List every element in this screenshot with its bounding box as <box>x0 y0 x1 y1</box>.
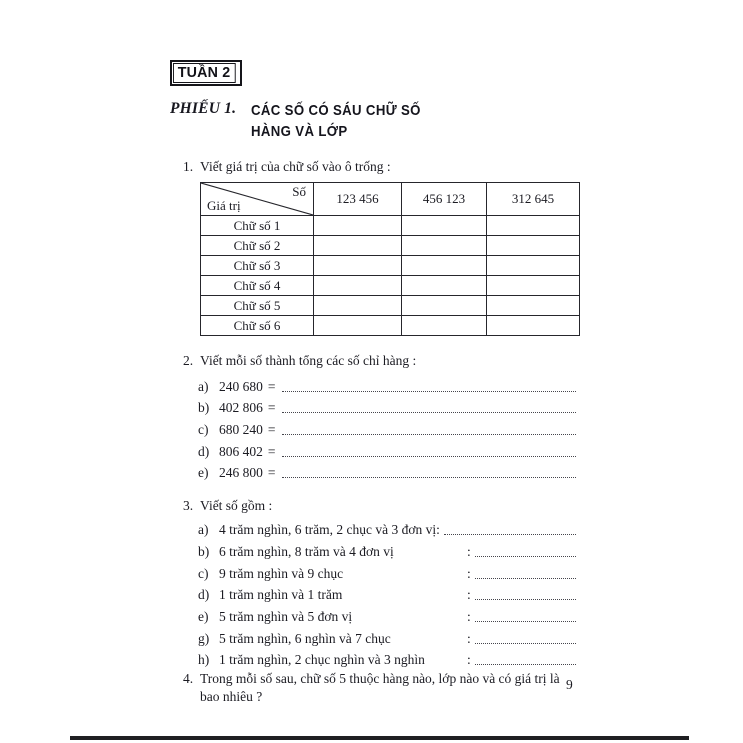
answer-cell <box>402 216 487 236</box>
row-label: Chữ số 5 <box>201 296 314 316</box>
dotted-answer-line <box>475 643 576 644</box>
table-row <box>201 296 580 316</box>
answer-cell <box>487 236 580 256</box>
table-row <box>201 236 580 256</box>
item-label: a) <box>198 522 209 538</box>
row-label: Chữ số 3 <box>201 256 314 276</box>
dotted-answer-line <box>444 534 576 535</box>
dotted-answer-line <box>475 664 576 665</box>
title-line-2: HÀNG VÀ LỚP <box>251 123 348 140</box>
item-value: 240 680 <box>219 378 263 394</box>
answer-cell <box>487 256 580 276</box>
row-label: Chữ số 6 <box>201 316 314 336</box>
answer-cell <box>487 316 580 336</box>
answer-cell <box>487 276 580 296</box>
week-badge-label: TUẦN 2 <box>173 63 236 83</box>
sheet-label: PHIẾU 1. <box>170 100 237 117</box>
item-text: 1 trăm nghìn và 1 trăm <box>219 587 343 603</box>
exercise-4-number: 4. <box>183 671 194 687</box>
equals-sign: = <box>267 465 276 481</box>
item-label: c) <box>198 565 209 581</box>
colon: : <box>467 608 471 624</box>
dotted-answer-line <box>282 456 577 457</box>
fill-line <box>198 582 576 604</box>
fill-line <box>198 560 576 582</box>
answer-cell <box>402 256 487 276</box>
answer-cell <box>314 276 402 296</box>
answer-cell <box>314 316 402 336</box>
dotted-answer-line <box>282 434 577 435</box>
answer-cell <box>402 276 487 296</box>
equals-sign: = <box>267 400 276 416</box>
exercise-1-number: 1. <box>183 159 194 174</box>
dotted-answer-line <box>475 621 576 622</box>
exercise-4-header <box>170 670 582 706</box>
item-label: e) <box>198 465 209 481</box>
row-label: Chữ số 4 <box>201 276 314 296</box>
table-row <box>201 256 580 276</box>
answer-cell <box>402 236 487 256</box>
exercise-3-items <box>198 516 576 668</box>
answer-cell <box>314 216 402 236</box>
column-header: 123 456 <box>314 183 402 216</box>
page-content <box>170 60 582 706</box>
row-label: Chữ số 2 <box>201 236 314 256</box>
sheet-title <box>251 100 421 142</box>
fill-line <box>198 395 576 417</box>
exercise-1-prompt: Viết giá trị của chữ số vào ô trống : <box>200 159 391 174</box>
equals-sign: = <box>267 378 276 394</box>
sheet-heading <box>170 100 582 142</box>
dotted-answer-line <box>475 556 576 557</box>
colon: : <box>467 652 471 668</box>
item-label: c) <box>198 422 209 438</box>
fill-line <box>198 603 576 625</box>
footer-bar <box>70 736 689 740</box>
corner-so-label: Số <box>292 184 306 199</box>
colon: : <box>467 565 471 581</box>
item-label: g) <box>198 630 210 646</box>
answer-cell <box>487 216 580 236</box>
item-text: 9 trăm nghìn và 9 chục <box>219 565 344 581</box>
equals-sign: = <box>267 443 276 459</box>
exercise-2-header <box>170 352 582 370</box>
item-value: 402 806 <box>219 400 263 416</box>
exercise-2-items <box>198 373 576 481</box>
colon: : <box>436 522 440 538</box>
page-number: 9 <box>566 677 573 692</box>
dotted-answer-line <box>282 477 577 478</box>
item-label: b) <box>198 543 210 559</box>
dotted-answer-line <box>475 599 576 600</box>
item-text: 5 trăm nghìn và 5 đơn vị <box>219 608 353 624</box>
dotted-answer-line <box>475 578 576 579</box>
item-label: b) <box>198 400 210 416</box>
fill-line <box>198 373 576 395</box>
fill-line <box>198 438 576 460</box>
table-row <box>201 276 580 296</box>
fill-line <box>198 416 576 438</box>
exercise-1-header <box>170 158 582 176</box>
digit-values-table <box>200 182 580 336</box>
answer-cell <box>314 236 402 256</box>
exercise-2-number: 2. <box>183 353 194 368</box>
exercise-3-prompt: Viết số gồm : <box>200 498 273 514</box>
exercise-2-prompt: Viết mỗi số thành tổng các số chỉ hàng : <box>200 353 417 368</box>
item-label: d) <box>198 587 210 603</box>
equals-sign: = <box>267 422 276 438</box>
colon: : <box>467 587 471 603</box>
answer-cell <box>402 316 487 336</box>
item-text: 6 trăm nghìn, 8 trăm và 4 đơn vị <box>219 543 394 559</box>
exercise-3-number: 3. <box>183 498 194 514</box>
exercise-3-header <box>170 497 582 515</box>
item-label: e) <box>198 608 209 624</box>
column-header: 456 123 <box>402 183 487 216</box>
title-line-1: CÁC SỐ CÓ SÁU CHỮ SỐ <box>251 102 422 119</box>
table-corner-cell <box>201 183 314 216</box>
colon: : <box>467 543 471 559</box>
item-text: 1 trăm nghìn, 2 chục nghìn và 3 nghìn <box>219 652 425 668</box>
week-badge <box>170 60 242 86</box>
colon: : <box>467 630 471 646</box>
item-text: 5 trăm nghìn, 6 nghìn và 7 chục <box>219 630 391 646</box>
item-label: d) <box>198 443 210 459</box>
answer-cell <box>314 256 402 276</box>
item-label: a) <box>198 378 209 394</box>
fill-line <box>198 516 576 538</box>
fill-line <box>198 647 576 669</box>
item-value: 806 402 <box>219 443 263 459</box>
dotted-answer-line <box>282 412 577 413</box>
table-row <box>201 316 580 336</box>
fill-line <box>198 538 576 560</box>
item-label: h) <box>198 652 210 668</box>
exercise-4-prompt: Trong mỗi số sau, chữ số 5 thuộc hàng nào, lớp nào và có giá trị là bao nhiêu ? <box>200 671 560 705</box>
answer-cell <box>487 296 580 316</box>
item-value: 680 240 <box>219 422 263 438</box>
fill-line <box>198 460 576 482</box>
answer-cell <box>314 296 402 316</box>
row-label: Chữ số 1 <box>201 216 314 236</box>
corner-giatri-label: Giá trị <box>207 198 241 213</box>
item-text: 4 trăm nghìn, 6 trăm, 2 chục và 3 đơn vị <box>219 522 437 538</box>
column-header: 312 645 <box>487 183 580 216</box>
fill-line <box>198 625 576 647</box>
item-value: 246 800 <box>219 465 263 481</box>
table-row <box>201 216 580 236</box>
table-header-row <box>201 183 580 216</box>
dotted-answer-line <box>282 391 577 392</box>
answer-cell <box>402 296 487 316</box>
